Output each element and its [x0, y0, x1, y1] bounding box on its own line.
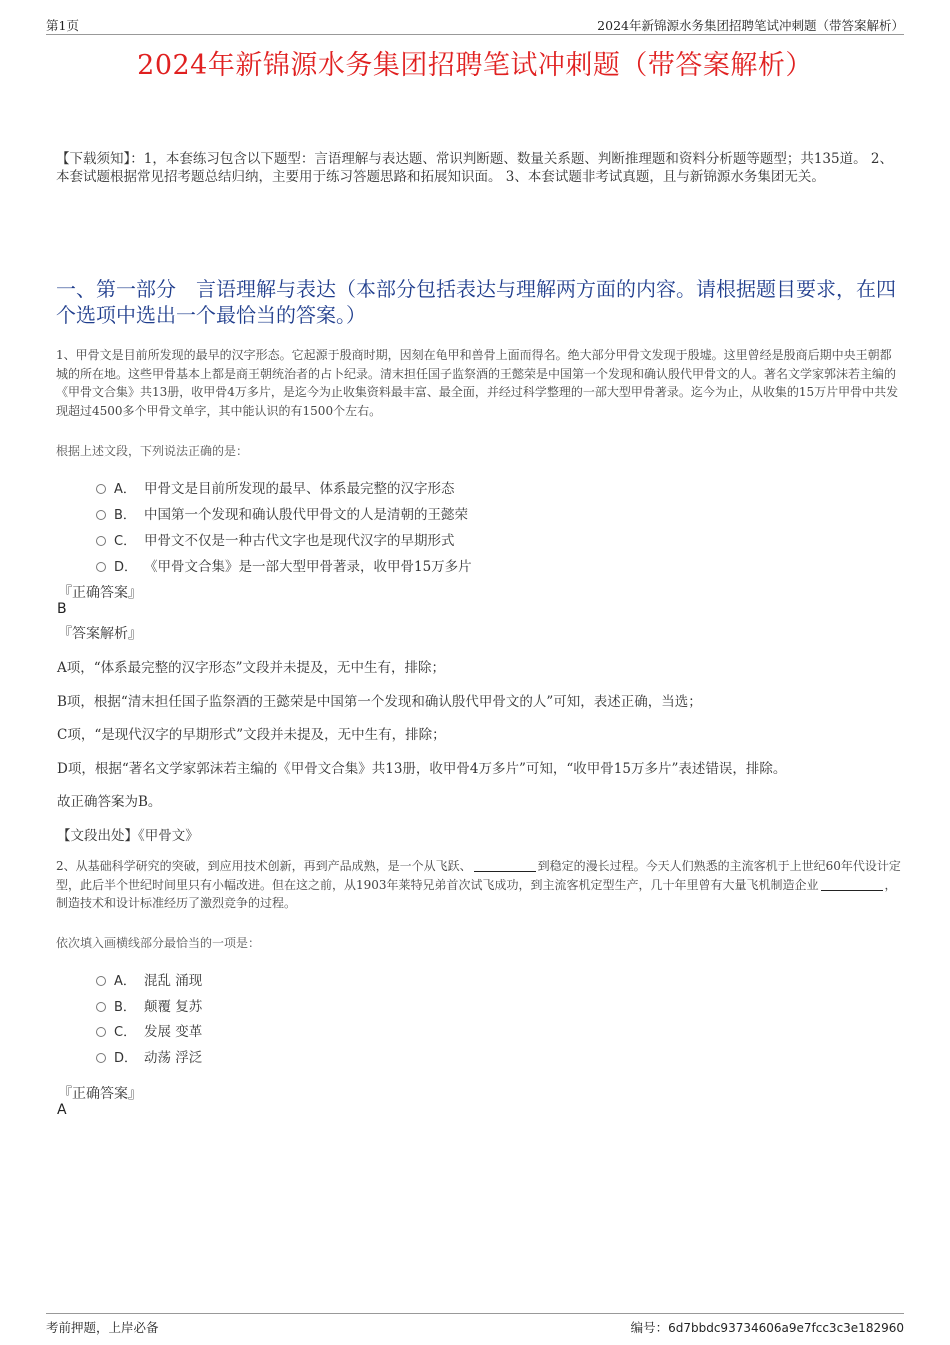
q1-answer: B [57, 601, 67, 617]
download-notice: 【下载须知】：1，本套练习包含以下题型：言语理解与表达题、常识判断题、数量关系题、判断推理题和资料分析题等题型；共135道。 2、本套试题根据常见招考题总结归纳，主要用于练习答题思路和拓展知识面。 3、本套试题非考试真题，且与新锦源水务集团无关。 [56, 151, 893, 185]
q1-option-b[interactable] [96, 503, 468, 523]
radio-icon[interactable] [96, 484, 106, 494]
q2-text-part-3: ，制造技术和设计标准经历了激烈竞争的过程。 [56, 877, 897, 910]
q1-analysis-a: A项，“体系最完整的汉字形态”文段并未提及，无中生有，排除； [57, 660, 446, 676]
option-key: B． [114, 1000, 136, 1015]
question-1-text: 1、甲骨文是目前所发现的最早的汉字形态。它起源于殷商时期，因刻在龟甲和兽骨上面而得名。绝大部分甲骨文发现于殷墟。这里曾经是殷商后期中央王朝都城的所在地。这些甲骨基本上都是商王朝统治者的占卜纪录。清末担任国子监祭酒的王懿荣是中国第一个发现和确认殷代甲骨文的人。著名文学家郭沫若主编的《甲骨文合集》共13册，收甲骨4万多片，是迄今为止收集资料最丰富、最全面，并经过科学整理的一部大型甲骨著录。迄今为止，从收集的15万片甲骨中共发现超过4500多个甲骨文单字，其中能认识的有1500个左右。 [56, 348, 899, 418]
option-key: A． [114, 482, 136, 497]
option-key: C． [114, 1025, 137, 1040]
radio-icon[interactable] [96, 976, 106, 986]
question-2-lead: 依次填入画横线部分最恰当的一项是： [56, 936, 261, 950]
page-number: 第1页 [46, 18, 79, 33]
footer-slogan: 考前押题，上岸必备 [46, 1320, 159, 1335]
q2-answer: A [57, 1102, 67, 1118]
q2-answer-label: 『正确答案』 [58, 1086, 142, 1102]
question-1-lead: 根据上述文段，下列说法正确的是： [56, 444, 249, 458]
option-key: C． [114, 534, 137, 549]
option-key: D． [114, 1051, 138, 1066]
q1-answer-label: 『正确答案』 [58, 585, 142, 601]
q1-option-d[interactable] [96, 555, 472, 575]
option-text: 发展 变革 [144, 1024, 203, 1040]
q2-text-part-2: 到稳定的漫长过程。今天人们熟悉的主流客机于上世纪60年代设计定型，此后半个世纪时间里只有小幅改进。但在这之前，从1903年莱特兄弟首次试飞成功，到主流客机定型生产，几十年里曾有大量飞机制造企业 [56, 859, 901, 892]
q1-analysis-c: C项，“是现代汉字的早期形式”文段并未提及，无中生有，排除； [57, 727, 446, 743]
page-header [46, 14, 904, 35]
radio-icon[interactable] [96, 1027, 106, 1037]
q2-text-part-1: 2、从基础科学研究的突破，到应用技术创新，再到产品成熟，是一个从飞跃、 [56, 859, 472, 873]
option-text: 中国第一个发现和确认殷代甲骨文的人是清朝的王懿荣 [144, 507, 468, 523]
fill-blank-2 [821, 877, 883, 891]
footer-code-label: 编号： [630, 1320, 669, 1335]
q1-conclusion: 故正确答案为B。 [57, 794, 162, 810]
question-2-text [56, 857, 901, 913]
option-text: 混乱 涌现 [144, 973, 203, 989]
option-text: 甲骨文是目前所发现的最早、体系最完整的汉字形态 [144, 481, 455, 497]
radio-icon[interactable] [96, 1002, 106, 1012]
q1-analysis-b: B项，根据“清末担任国子监祭酒的王懿荣是中国第一个发现和确认殷代甲骨文的人”可知，表述正确，当选； [57, 694, 702, 710]
radio-icon[interactable] [96, 1053, 106, 1063]
option-text: 动荡 浮泛 [144, 1050, 203, 1066]
option-text: 甲骨文不仅是一种古代文字也是现代汉字的早期形式 [144, 533, 455, 549]
q2-option-b[interactable] [96, 995, 202, 1015]
option-key: D． [114, 560, 138, 575]
page-footer [46, 1313, 904, 1338]
q2-option-d[interactable] [96, 1046, 202, 1066]
section-heading: 一、第一部分 言语理解与表达（本部分包括表达与理解两方面的内容。请根据题目要求，在四个选项中选出一个最恰当的答案。） [56, 277, 896, 327]
q1-analysis-label: 『答案解析』 [58, 626, 142, 642]
radio-icon[interactable] [96, 536, 106, 546]
option-text: 颠覆 复苏 [144, 999, 203, 1015]
q1-option-a[interactable] [96, 477, 455, 497]
q1-analysis-d: D项，根据“著名文学家郭沫若主编的《甲骨文合集》共13册，收甲骨4万多片”可知，“收甲骨15万多片”表述错误，排除。 [57, 761, 787, 777]
radio-icon[interactable] [96, 562, 106, 572]
header-doc-title: 2024年新锦源水务集团招聘笔试冲刺题（带答案解析） [597, 18, 904, 33]
document-title: 2024年新锦源水务集团招聘笔试冲刺题（带答案解析） [137, 50, 813, 81]
option-key: B． [114, 508, 136, 523]
fill-blank-1 [474, 858, 536, 872]
footer-code [631, 1318, 904, 1336]
option-key: A． [114, 974, 136, 989]
q1-option-c[interactable] [96, 529, 455, 549]
q2-option-a[interactable] [96, 969, 202, 989]
option-text: 《甲骨文合集》是一部大型甲骨著录，收甲骨15万多片 [144, 559, 472, 575]
q2-option-c[interactable] [96, 1020, 202, 1040]
footer-code-value: 6d7bbdc93734606a9e7fcc3c3e182960 [668, 1321, 904, 1335]
q1-source: 【文段出处】《甲骨文》 [57, 828, 199, 844]
radio-icon[interactable] [96, 510, 106, 520]
